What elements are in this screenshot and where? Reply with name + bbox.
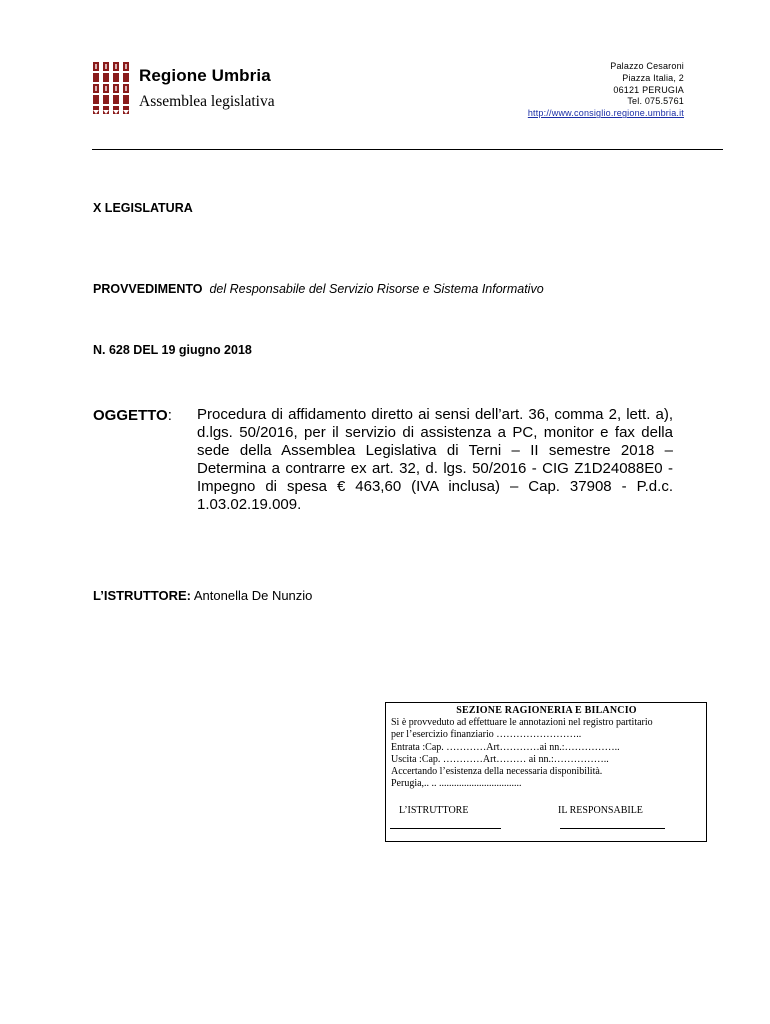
ragioneria-line: Uscita :Cap. …………Art……… ai nn.:…………….. [391, 753, 609, 765]
address-block [528, 61, 684, 120]
address-line: 06121 PERUGIA [613, 84, 684, 95]
ragioneria-line: Entrata :Cap. …………Art…………ai nn.:…………….. [391, 741, 620, 753]
signature-line-istruttore [390, 828, 501, 829]
ragioneria-line: Perugia,.. .. ................................. [391, 778, 522, 790]
oggetto-colon: : [167, 407, 172, 424]
org-title: Regione Umbria [139, 66, 271, 85]
istruttore-line [93, 588, 312, 603]
oggetto-label-text: OGGETTO [93, 407, 168, 424]
legislatura-heading: X LEGISLATURA [93, 201, 193, 215]
oggetto-text: Procedura di affidamento diretto ai sensi dell’art. 36, comma 2, lett. a), d.lgs. 50/2016, per il servizio di assistenza a PC, monitor e fax della sede della Assemblea Legislativa di Terni – II semestre 2018 – Determina a contrarre ex art. 32, d. lgs. 50/2016 - CIG Z1D24088E0 - Impegno di spesa € 463,60 (IVA inclusa) – Cap. 37908 - P.d.c. 1.03.02.19.009. [197, 406, 673, 513]
address-line: Palazzo Cesaroni [610, 61, 684, 71]
provvedimento-label: PROVVEDIMENTO [93, 282, 203, 296]
regione-umbria-logo-icon [93, 62, 129, 114]
istruttore-label: L’ISTRUTTORE: [93, 588, 191, 603]
sign-label-responsabile: IL RESPONSABILE [558, 805, 643, 816]
provvedimento-text: del Responsabile del Servizio Risorse e Sistema Informativo [209, 282, 544, 296]
website-link[interactable]: http://www.consiglio.regione.umbria.it [527, 108, 684, 119]
ragioneria-line: Accertando l’esistenza della necessaria disponibilità. [391, 766, 603, 778]
header-divider [92, 149, 723, 150]
org-subtitle: Assemblea legislativa [139, 93, 275, 110]
signature-line-responsabile [560, 828, 665, 829]
istruttore-name: Antonella De Nunzio [193, 588, 313, 603]
ragioneria-line: per l’esercizio finanziario …………………….. [391, 729, 582, 741]
ragioneria-title: SEZIONE RAGIONERIA E BILANCIO [456, 705, 637, 716]
provvedimento-line [93, 282, 544, 296]
ragioneria-line: Si è provveduto ad effettuare le annotazioni nel registro partitario [391, 717, 653, 729]
sign-label-istruttore: L’ISTRUTTORE [399, 805, 469, 816]
address-line: Piazza Italia, 2 [622, 72, 684, 83]
address-line: Tel. 075.5761 [627, 96, 684, 107]
document-number: N. 628 DEL 19 giugno 2018 [93, 343, 252, 357]
ragioneria-section-box [385, 702, 707, 842]
oggetto-label [93, 407, 172, 424]
